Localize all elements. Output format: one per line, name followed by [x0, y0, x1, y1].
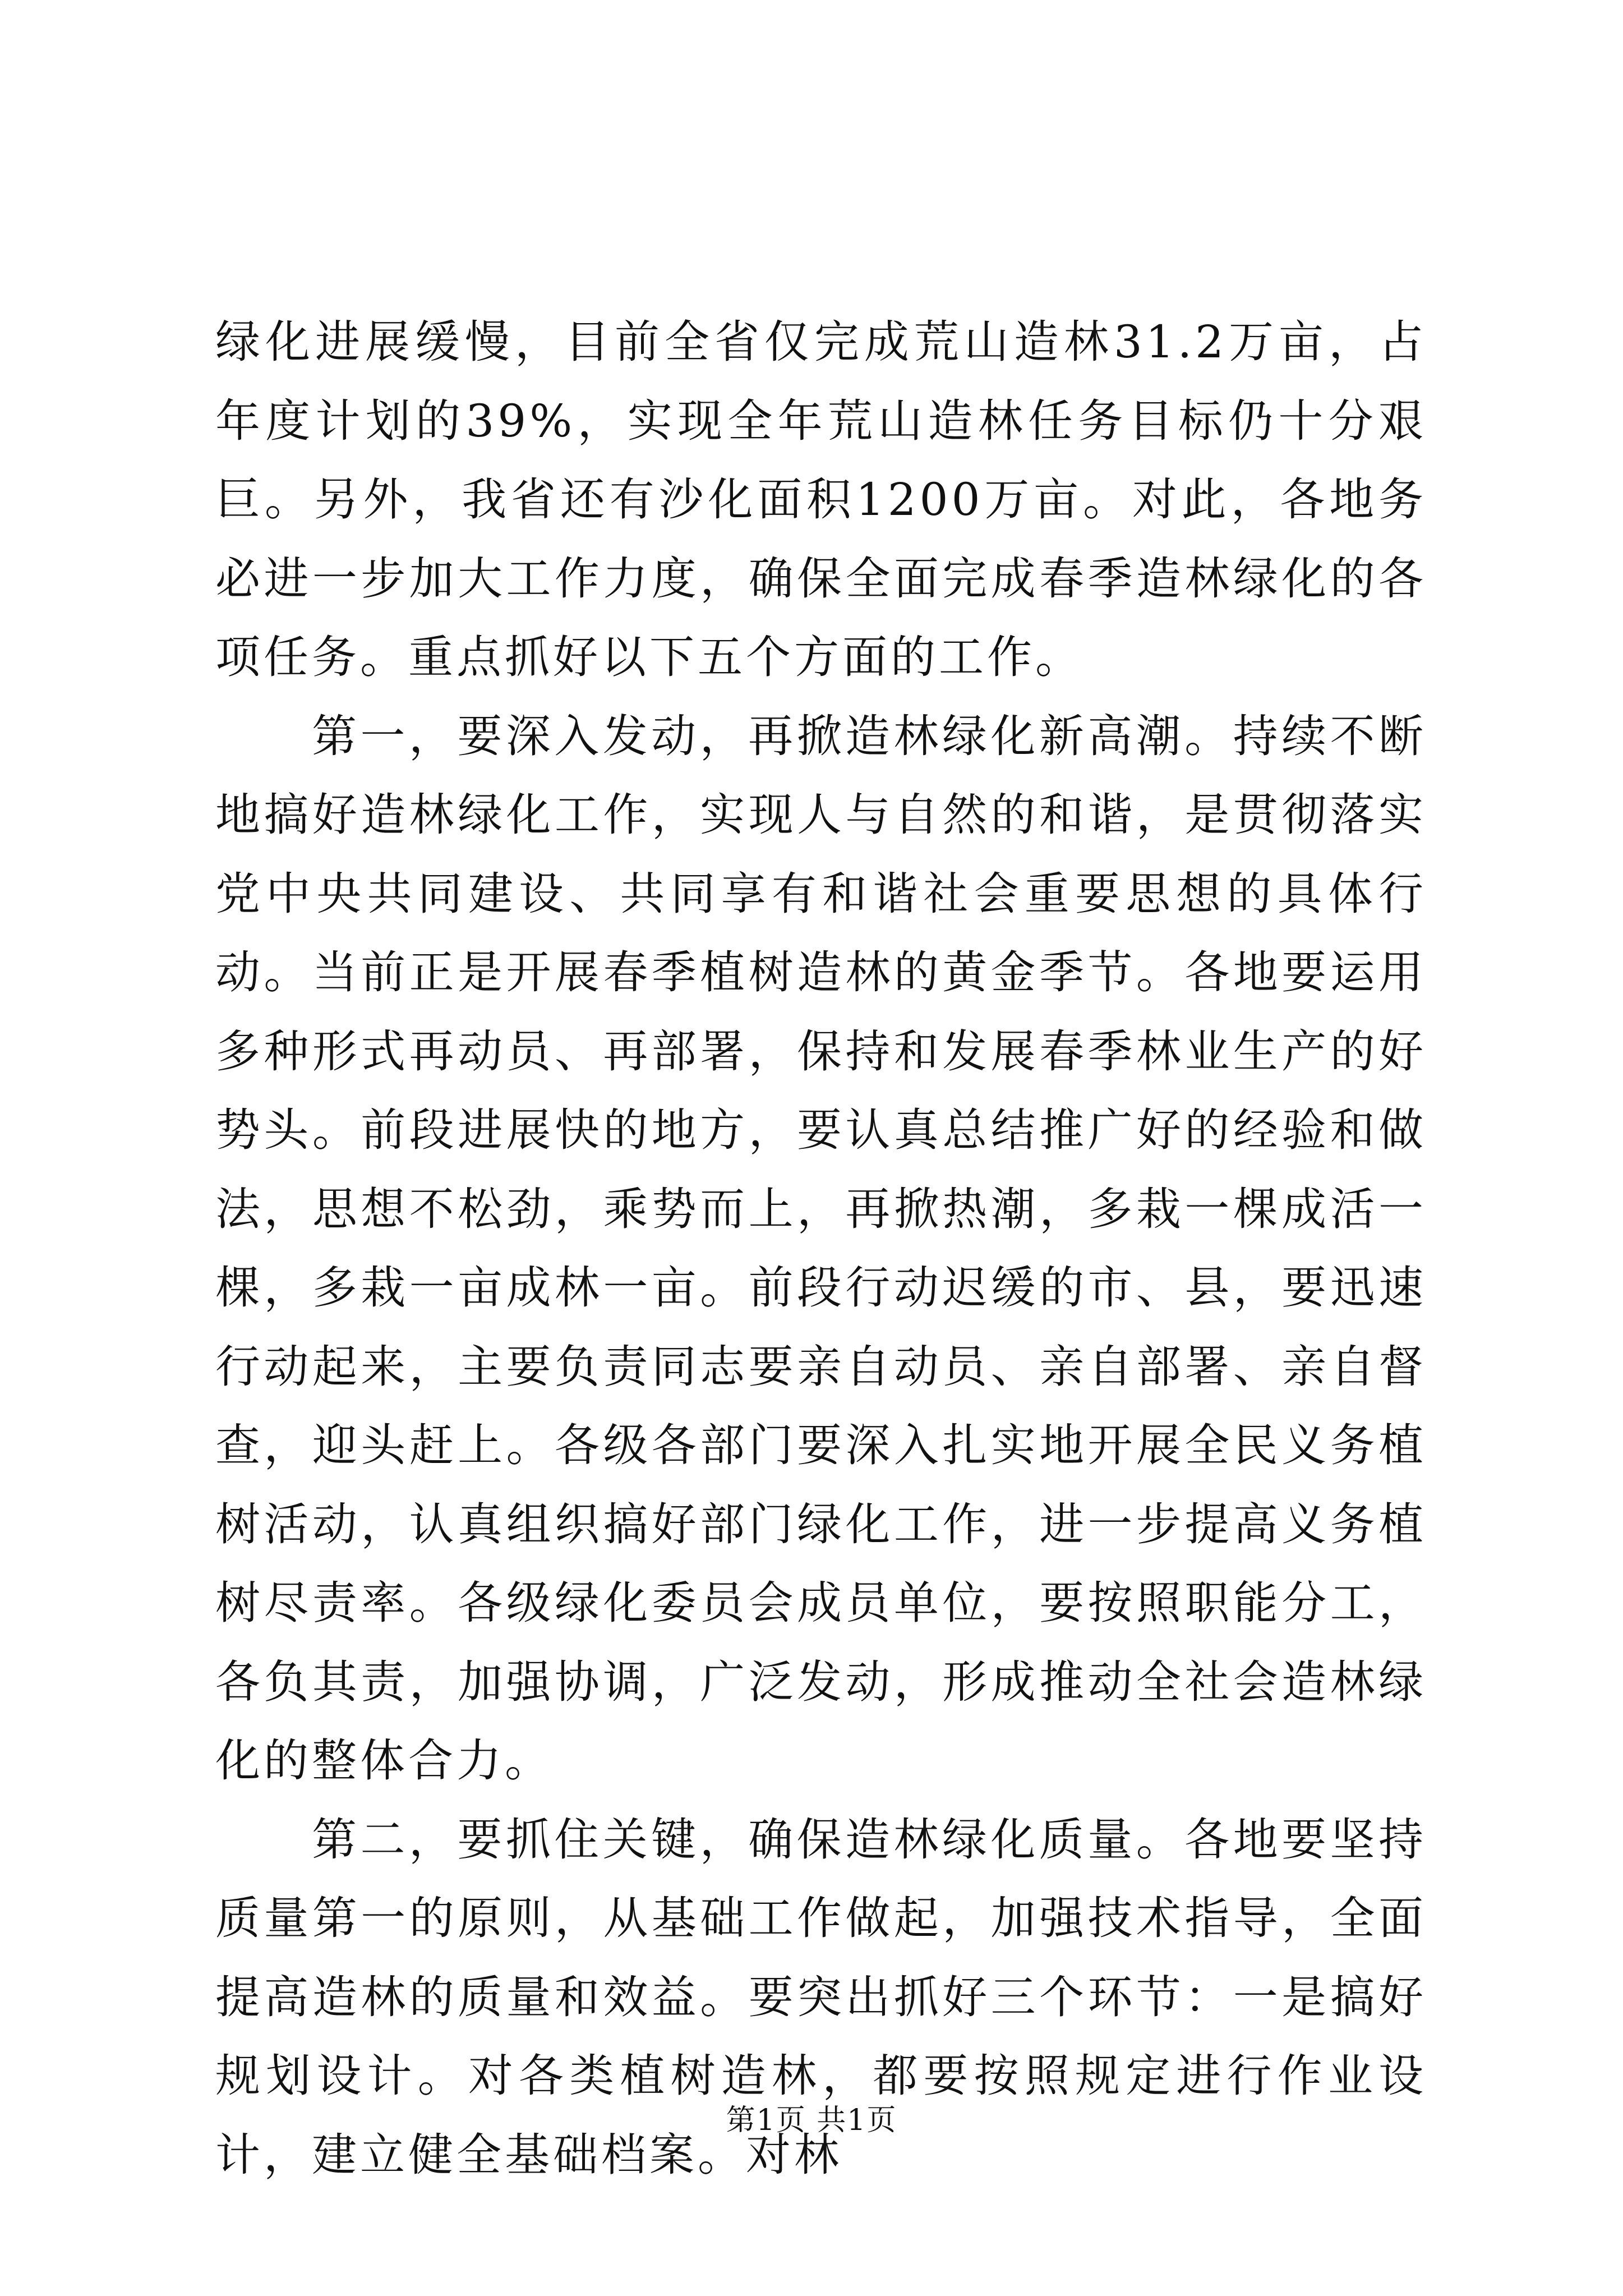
- paragraph: 第二，要抓住关键，确保造林绿化质量。各地要坚持质量第一的原则，从基础工作做起，加强技术指导，全面提高造林的质量和效益。要突出抓好三个环节：一是搞好规划设计。对各类植树造林，都要按照规定进行作业设计，建立健全基础档案。对林: [215, 1813, 1427, 2181]
- paragraph: 第一，要深入发动，再掀造林绿化新高潮。持续不断地搞好造林绿化工作，实现人与自然的和谐，是贯彻落实党中央共同建设、共同享有和谐社会重要思想的具体行动。当前正是开展春季植树造林的黄金季节。各地要运用多种形式再动员、再部署，保持和发展春季林业生产的好势头。前段进展快的地方，要认真总结推广好的经验和做法，思想不松劲，乘势而上，再掀热潮，多栽一棵成活一棵，多栽一亩成林一亩。前段行动迟缓的市、县，要迅速行动起来，主要负责同志要亲自动员、亲自部署、亲自督查，迎头赶上。各级各部门要深入扎实地开展全民义务植树活动，认真组织搞好部门绿化工作，进一步提高义务植树尽责率。各级绿化委员会成员单位，要按照职能分工，各负其责，加强协调，广泛发动，形成推动全社会造林绿化的整体合力。: [215, 710, 1427, 1787]
- page-footer: [0, 2101, 1623, 2140]
- paragraph: 绿化进展缓慢，目前全省仅完成荒山造林31.2万亩，占年度计划的39%，实现全年荒山造林任务目标仍十分艰巨。另外，我省还有沙化面积1200万亩。对此，各地务必进一步加大工作力度，确保全面完成春季造林绿化的各项任务。重点抓好以下五个方面的工作。: [215, 316, 1427, 683]
- page-number-label: 第1页 共1页: [726, 2104, 897, 2137]
- document-body: [215, 303, 1427, 2194]
